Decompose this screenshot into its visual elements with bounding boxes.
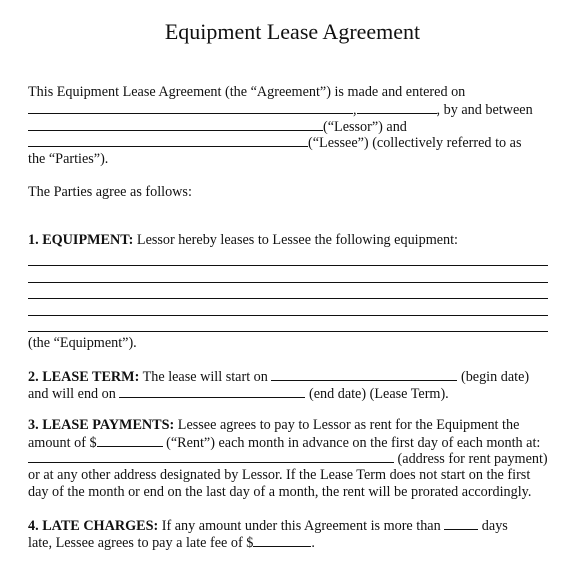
section-3-line-2-tail: (“Rent”) each month in advance on the first day of each month at: — [162, 435, 541, 451]
section-3-line-5: day of the month or end on the last day of a month, the rent will be prorated accordingly. — [28, 484, 532, 500]
section-1-heading: 1. EQUIPMENT: — [28, 232, 134, 248]
section-3-line-3-tail: (address for rent payment) — [394, 451, 548, 467]
intro-line-4 — [28, 134, 521, 152]
section-4-line-2-head: late, Lessee agrees to pay a late fee of $ — [28, 535, 254, 551]
intro-line-2-tail: , by and between — [436, 102, 533, 118]
intro-line-3-tail: (“Lessor”) and — [323, 119, 407, 135]
section-1-closing: (the “Equipment”). — [28, 335, 137, 351]
section-3-text: Lessee agrees to pay to Lessor as rent for the Equipment the — [174, 417, 520, 433]
section-2-heading: 2. LEASE TERM: — [28, 369, 140, 385]
late-days-blank[interactable] — [444, 517, 478, 530]
intro-line-4-tail: (“Lessee”) (collectively referred to as — [308, 135, 522, 151]
comma-separator: , — [353, 102, 357, 118]
section-3-heading: 3. LEASE PAYMENTS: — [28, 417, 175, 433]
intro-line-2 — [28, 101, 533, 119]
lessor-name-blank[interactable] — [28, 118, 323, 131]
page-title: Equipment Lease Agreement — [164, 19, 421, 44]
section-1-line — [28, 232, 458, 249]
end-date-blank[interactable] — [119, 385, 305, 398]
section-4-heading: 4. LATE CHARGES: — [28, 518, 159, 534]
rent-address-blank[interactable] — [28, 450, 394, 463]
section-2-text: The lease will start on — [139, 369, 272, 385]
section-4-line-1-tail: days — [478, 518, 508, 534]
equipment-blank-line-5[interactable] — [28, 331, 548, 332]
equipment-blank-line-4[interactable] — [28, 315, 548, 316]
equipment-blank-line-3[interactable] — [28, 298, 548, 299]
section-3-line-3 — [28, 450, 548, 468]
section-2-line-1-tail: (begin date) — [457, 369, 530, 385]
rent-amount-blank[interactable] — [97, 434, 163, 447]
equipment-blank-line-1[interactable] — [28, 265, 548, 266]
blank-line[interactable] — [28, 101, 353, 114]
section-2-line-1 — [28, 368, 529, 386]
section-3-line-1 — [28, 417, 519, 434]
intro-line-1: This Equipment Lease Agreement (the “Agreement”) is made and entered on — [28, 84, 466, 100]
intro-line-5: the “Parties”). — [28, 151, 109, 167]
section-4-line-2-tail: . — [311, 535, 315, 551]
section-4-line-2 — [28, 534, 315, 552]
lessee-name-blank[interactable] — [28, 134, 308, 147]
agree-line: The Parties agree as follows: — [28, 184, 192, 200]
blank-line[interactable] — [357, 101, 437, 114]
late-fee-blank[interactable] — [253, 534, 311, 547]
section-3-line-2-head: amount of $ — [28, 435, 97, 451]
section-4-line-1 — [28, 517, 508, 535]
begin-date-blank[interactable] — [271, 368, 457, 381]
equipment-blank-line-2[interactable] — [28, 282, 548, 283]
section-2-line-2 — [28, 385, 449, 403]
section-2-line-2-head: and will end on — [28, 386, 120, 402]
section-1-text: Lessor hereby leases to Lessee the following equipment: — [133, 232, 459, 248]
section-2-line-2-tail: (end date) (Lease Term). — [305, 386, 449, 402]
section-3-line-4: or at any other address designated by Lessor. If the Lease Term does not start on the first — [28, 467, 531, 483]
section-4-text: If any amount under this Agreement is more than — [158, 518, 445, 534]
